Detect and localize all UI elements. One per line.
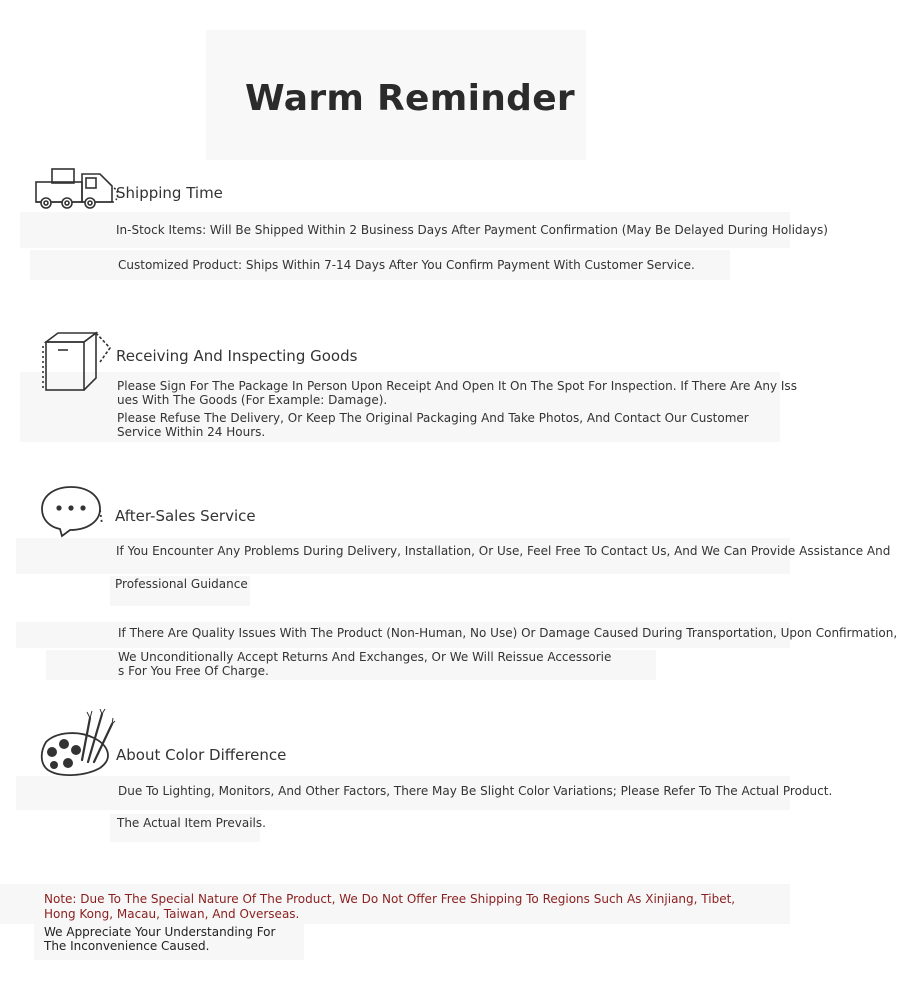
thanks-message: We Appreciate Your Understanding For The Inconvenience Caused. (44, 925, 276, 953)
palette-icon (38, 708, 116, 780)
after-sales-line-2: Professional Guidance (115, 577, 248, 591)
package-box-icon (40, 330, 114, 396)
receiving-line-4: Service Within 24 Hours. (117, 425, 266, 439)
after-sales-line-5: s For You Free Of Charge. (118, 664, 269, 678)
after-sales-line-1: If You Encounter Any Problems During Delivery, Installation, Or Use, Feel Free To Contact Us, And We Can Provide Assistance And (116, 544, 891, 558)
color-line-1: Due To Lighting, Monitors, And Other Factors, There May Be Slight Color Variations; Please Refer To The Actual Product. (118, 784, 833, 798)
color-title: About Color Difference (116, 746, 287, 764)
after-sales-line-3: If There Are Quality Issues With The Product (Non-Human, No Use) Or Damage Caused During Transportation, Upon Confirmation, (118, 626, 897, 640)
after-sales-line-4: We Unconditionally Accept Returns And Exchanges, Or We Will Reissue Accessorie (118, 650, 612, 664)
after-sales-title: After-Sales Service (115, 507, 256, 525)
receiving-line-1: Please Sign For The Package In Person Upon Receipt And Open It On The Spot For Inspection. If There Are Any Iss (117, 379, 797, 393)
shipping-line-2: Customized Product: Ships Within 7-14 Days After You Confirm Payment With Customer Service. (118, 258, 695, 272)
chat-bubble-icon (40, 484, 106, 540)
receiving-line-2: ues With The Goods (For Example: Damage). (117, 393, 388, 407)
receiving-title: Receiving And Inspecting Goods (116, 347, 358, 365)
shipping-title: Shipping Time (116, 184, 223, 202)
shipping-restriction-note: Note: Due To The Special Nature Of The Product, We Do Not Offer Free Shipping To Regions Such As Xinjiang, Tibet, Hong Kong, Macau, Taiwan, And Overseas. (44, 892, 736, 921)
color-line-2: The Actual Item Prevails. (117, 816, 266, 830)
truck-icon (34, 166, 126, 212)
page-title: Warm Reminder (245, 78, 575, 119)
receiving-line-3: Please Refuse The Delivery, Or Keep The Original Packaging And Take Photos, And Contact Our Customer (117, 411, 749, 425)
shipping-line-1: In-Stock Items: Will Be Shipped Within 2 Business Days After Payment Confirmation (May Be Delayed During Holidays) (116, 223, 828, 237)
